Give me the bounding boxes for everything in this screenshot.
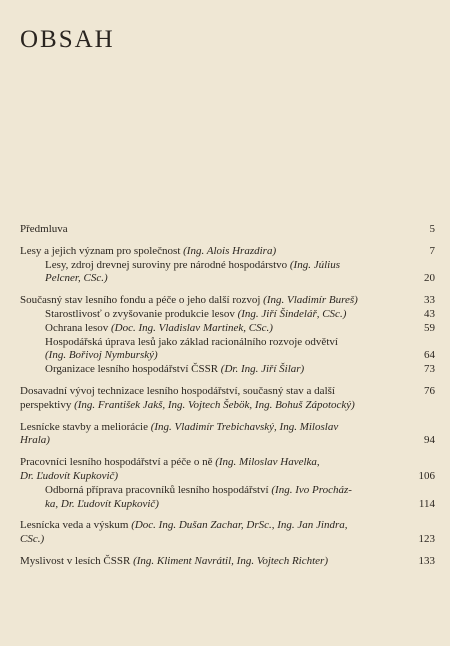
toc-entry-author: (Ing. Vladimír Trebichavský, Ing. Miloslav <box>150 420 339 433</box>
toc-entry-line <box>20 434 435 448</box>
toc-entry-line <box>20 533 435 547</box>
toc-entry-line <box>45 363 435 377</box>
toc-entry-title: Lesnícke stavby a meliorácie <box>20 420 151 433</box>
toc-entry-line <box>20 456 435 470</box>
toc-entry-line <box>45 349 435 363</box>
toc-page-number: 123 <box>418 533 435 546</box>
toc-entry-title: Starostlivosť o zvyšovanie produkcie lesov <box>45 307 238 320</box>
toc-entry <box>20 363 435 377</box>
toc-entry <box>20 336 435 364</box>
toc-entry <box>20 421 435 449</box>
toc-entry-line <box>45 259 435 273</box>
toc-entry <box>20 456 435 484</box>
toc-entry <box>20 259 435 287</box>
toc-page-number: 133 <box>418 554 435 567</box>
toc-entry-title: Hospodářská úprava lesů jako základ racionálního rozvoje odvětví <box>45 335 338 348</box>
toc-entry-line <box>45 498 435 512</box>
toc-page-number: 94 <box>424 434 435 447</box>
toc-entry-author: (Dr. Ing. Jiří Šilar) <box>220 363 305 376</box>
toc-entry-author: (Ing. Alois Hrazdira) <box>183 244 277 257</box>
toc-entry-title: Dosavadní vývoj technizace lesního hospodářství, současný stav a další <box>20 384 335 397</box>
table-of-contents <box>20 223 435 569</box>
toc-page-number: 106 <box>418 469 435 482</box>
toc-entry <box>20 484 435 512</box>
toc-entry-line <box>20 294 435 308</box>
toc-entry-title: Lesnícka veda a výskum <box>20 519 132 532</box>
toc-entry-line <box>20 421 435 435</box>
toc-entry-line <box>20 399 435 413</box>
toc-entry-author: (Ing. Kliment Navrátil, Ing. Vojtech Richter) <box>133 554 328 567</box>
toc-entry-author: (Ing. Miloslav Havelka, <box>215 456 320 469</box>
toc-entry-line <box>45 322 435 336</box>
toc-entry-author: (Ing. Jiří Šindelář, CSc.) <box>237 307 347 320</box>
toc-entry-title: Předmluva <box>20 223 68 235</box>
toc-page-number: 7 <box>429 244 435 257</box>
toc-entry <box>20 223 435 237</box>
toc-page-number: 33 <box>424 294 435 307</box>
toc-page-number: 73 <box>424 363 435 376</box>
toc-page-number: 5 <box>429 223 435 235</box>
toc-entry <box>20 322 435 336</box>
toc-entry-line <box>20 519 435 533</box>
page-title: OBSAH <box>20 26 115 53</box>
toc-entry-author: (Doc. Ing. Vladislav Martinek, CSc.) <box>110 321 273 334</box>
toc-entry <box>20 385 435 413</box>
toc-entry-line <box>20 223 435 237</box>
toc-entry-title: Lesy, zdroj drevnej suroviny pre národné hospodárstvo <box>45 258 290 271</box>
toc-entry-author: (Doc. Ing. Dušan Zachar, DrSc., Ing. Jan Jindra, <box>131 519 348 532</box>
toc-entry-author: CSc.) <box>20 533 45 546</box>
toc-entry-line <box>45 336 435 350</box>
toc-page-number: 20 <box>424 272 435 285</box>
toc-entry-author: (Ing. František Jakš, Ing. Vojtech Šebök, Ing. Bohuš Zápotocký) <box>74 398 355 411</box>
toc-entry-title: Ochrana lesov <box>45 321 111 334</box>
toc-entry-title: perspektivy <box>20 398 75 411</box>
toc-entry-line <box>20 385 435 399</box>
toc-page-number: 64 <box>424 349 435 362</box>
toc-entry-author: Hrala) <box>20 434 50 447</box>
toc-entry-title: Současný stav lesního fondu a péče o jeho další rozvoj <box>20 294 264 307</box>
toc-entry-line <box>45 272 435 286</box>
toc-entry-line <box>45 484 435 498</box>
toc-entry <box>20 245 435 259</box>
toc-entry-author: (Ing. Július <box>289 258 340 271</box>
toc-entry-author: ka, Dr. Ľudovít Kupkovič) <box>45 497 159 510</box>
toc-entry-line <box>45 308 435 322</box>
toc-entry <box>20 555 435 569</box>
toc-entry-title: Odborná příprava pracovníků lesního hospodářství <box>45 483 272 496</box>
toc-page-number: 59 <box>424 321 435 334</box>
toc-entry-line <box>20 470 435 484</box>
toc-entry-author: Dr. Ľudovít Kupkovič) <box>20 469 119 482</box>
toc-entry <box>20 294 435 308</box>
toc-entry <box>20 308 435 322</box>
toc-entry <box>20 519 435 547</box>
toc-entry-author: (Ing. Bořivoj Nymburský) <box>45 349 158 362</box>
toc-page-number: 114 <box>418 497 435 510</box>
toc-page-number: 76 <box>424 384 435 397</box>
toc-entry-author: Pelcner, CSc.) <box>45 272 108 285</box>
toc-entry-title: Organizace lesního hospodářství ČSSR <box>45 363 221 376</box>
toc-entry-author: (Ing. Vladimír Bureš) <box>263 294 358 307</box>
toc-entry-title: Myslivost v lesích ČSSR <box>20 554 134 567</box>
toc-entry-line <box>20 555 435 569</box>
toc-entry-author: (Ing. Ivo Procház- <box>271 483 352 496</box>
toc-entry-title: Lesy a jejich význam pro společnost <box>20 244 184 257</box>
toc-page-number: 43 <box>424 307 435 320</box>
toc-entry-title: Pracovníci lesního hospodářství a péče o ně <box>20 456 216 469</box>
toc-entry-line <box>20 245 435 259</box>
